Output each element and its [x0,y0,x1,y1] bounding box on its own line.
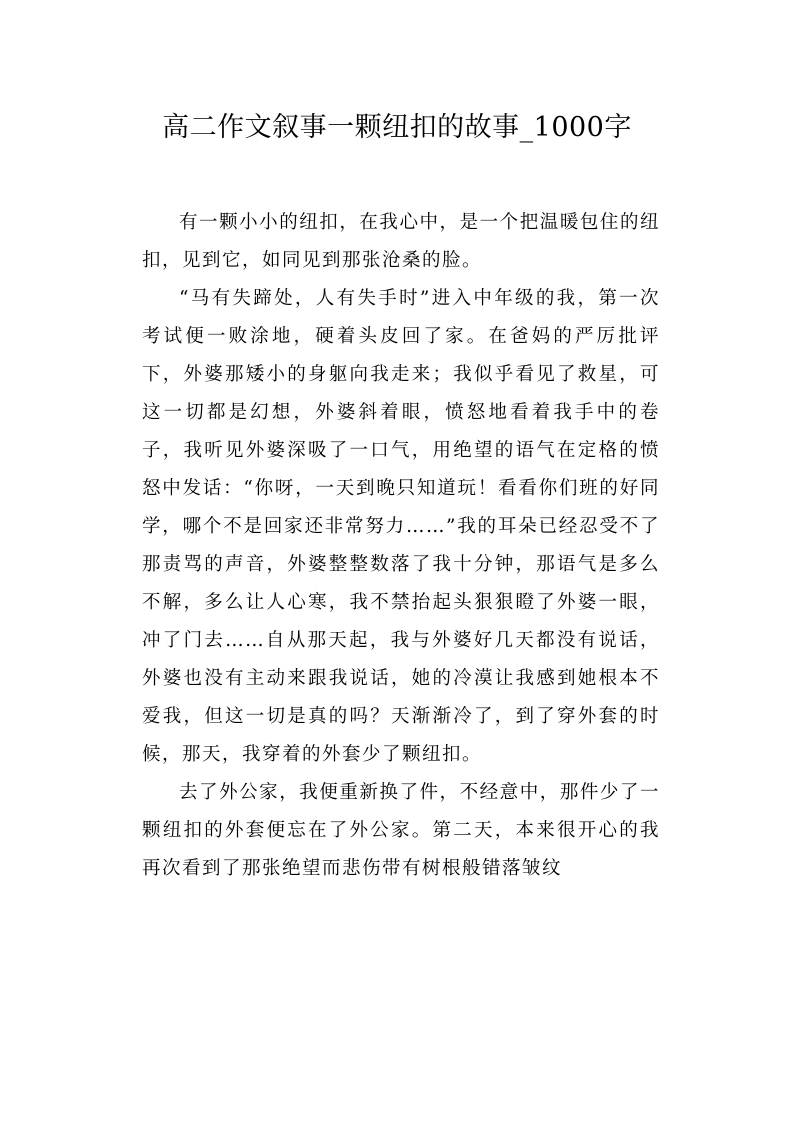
paragraph-2: “马有失蹄处，人有失手时”进入中年级的我，第一次考试便一败涂地，硬着头皮回了家。在爸妈的严厉批评下，外婆那矮小的身躯向我走来；我似乎看见了救星，可这一切都是幻想，外婆斜着眼，愤怒地看着我手中的卷子，我听见外婆深吸了一口气，用绝望的语气在定格的愤怒中发话：“你呀，一天到晚只知道玩！看看你们班的好同学，哪个不是回家还非常努力……”我的耳朵已经忍受不了那责骂的声音，外婆整整数落了我十分钟，那语气是多么不解，多么让人心寒，我不禁抬起头狠狠瞪了外婆一眼，冲了门去……自从那天起，我与外婆好几天都没有说话，外婆也没有主动来跟我说话，她的冷漠让我感到她根本不爱我，但这一切是真的吗？天渐渐冷了，到了穿外套的时候，那天，我穿着的外套少了颗纽扣。 [142,288,660,765]
document-title: 高二作文叙事一颗纽扣的故事_1000字 [162,112,632,143]
document-body [142,204,660,888]
paragraph-1: 有一颗小小的纽扣，在我心中，是一个把温暖包住的纽扣，见到它，如同见到那张沧桑的脸。 [142,212,660,271]
paragraph-3: 去了外公家，我便重新换了件，不经意中，那件少了一颗纽扣的外套便忘在了外公家。第二天，本来很开心的我再次看到了那张绝望而悲伤带有树根般错落皱纹 [142,782,660,879]
